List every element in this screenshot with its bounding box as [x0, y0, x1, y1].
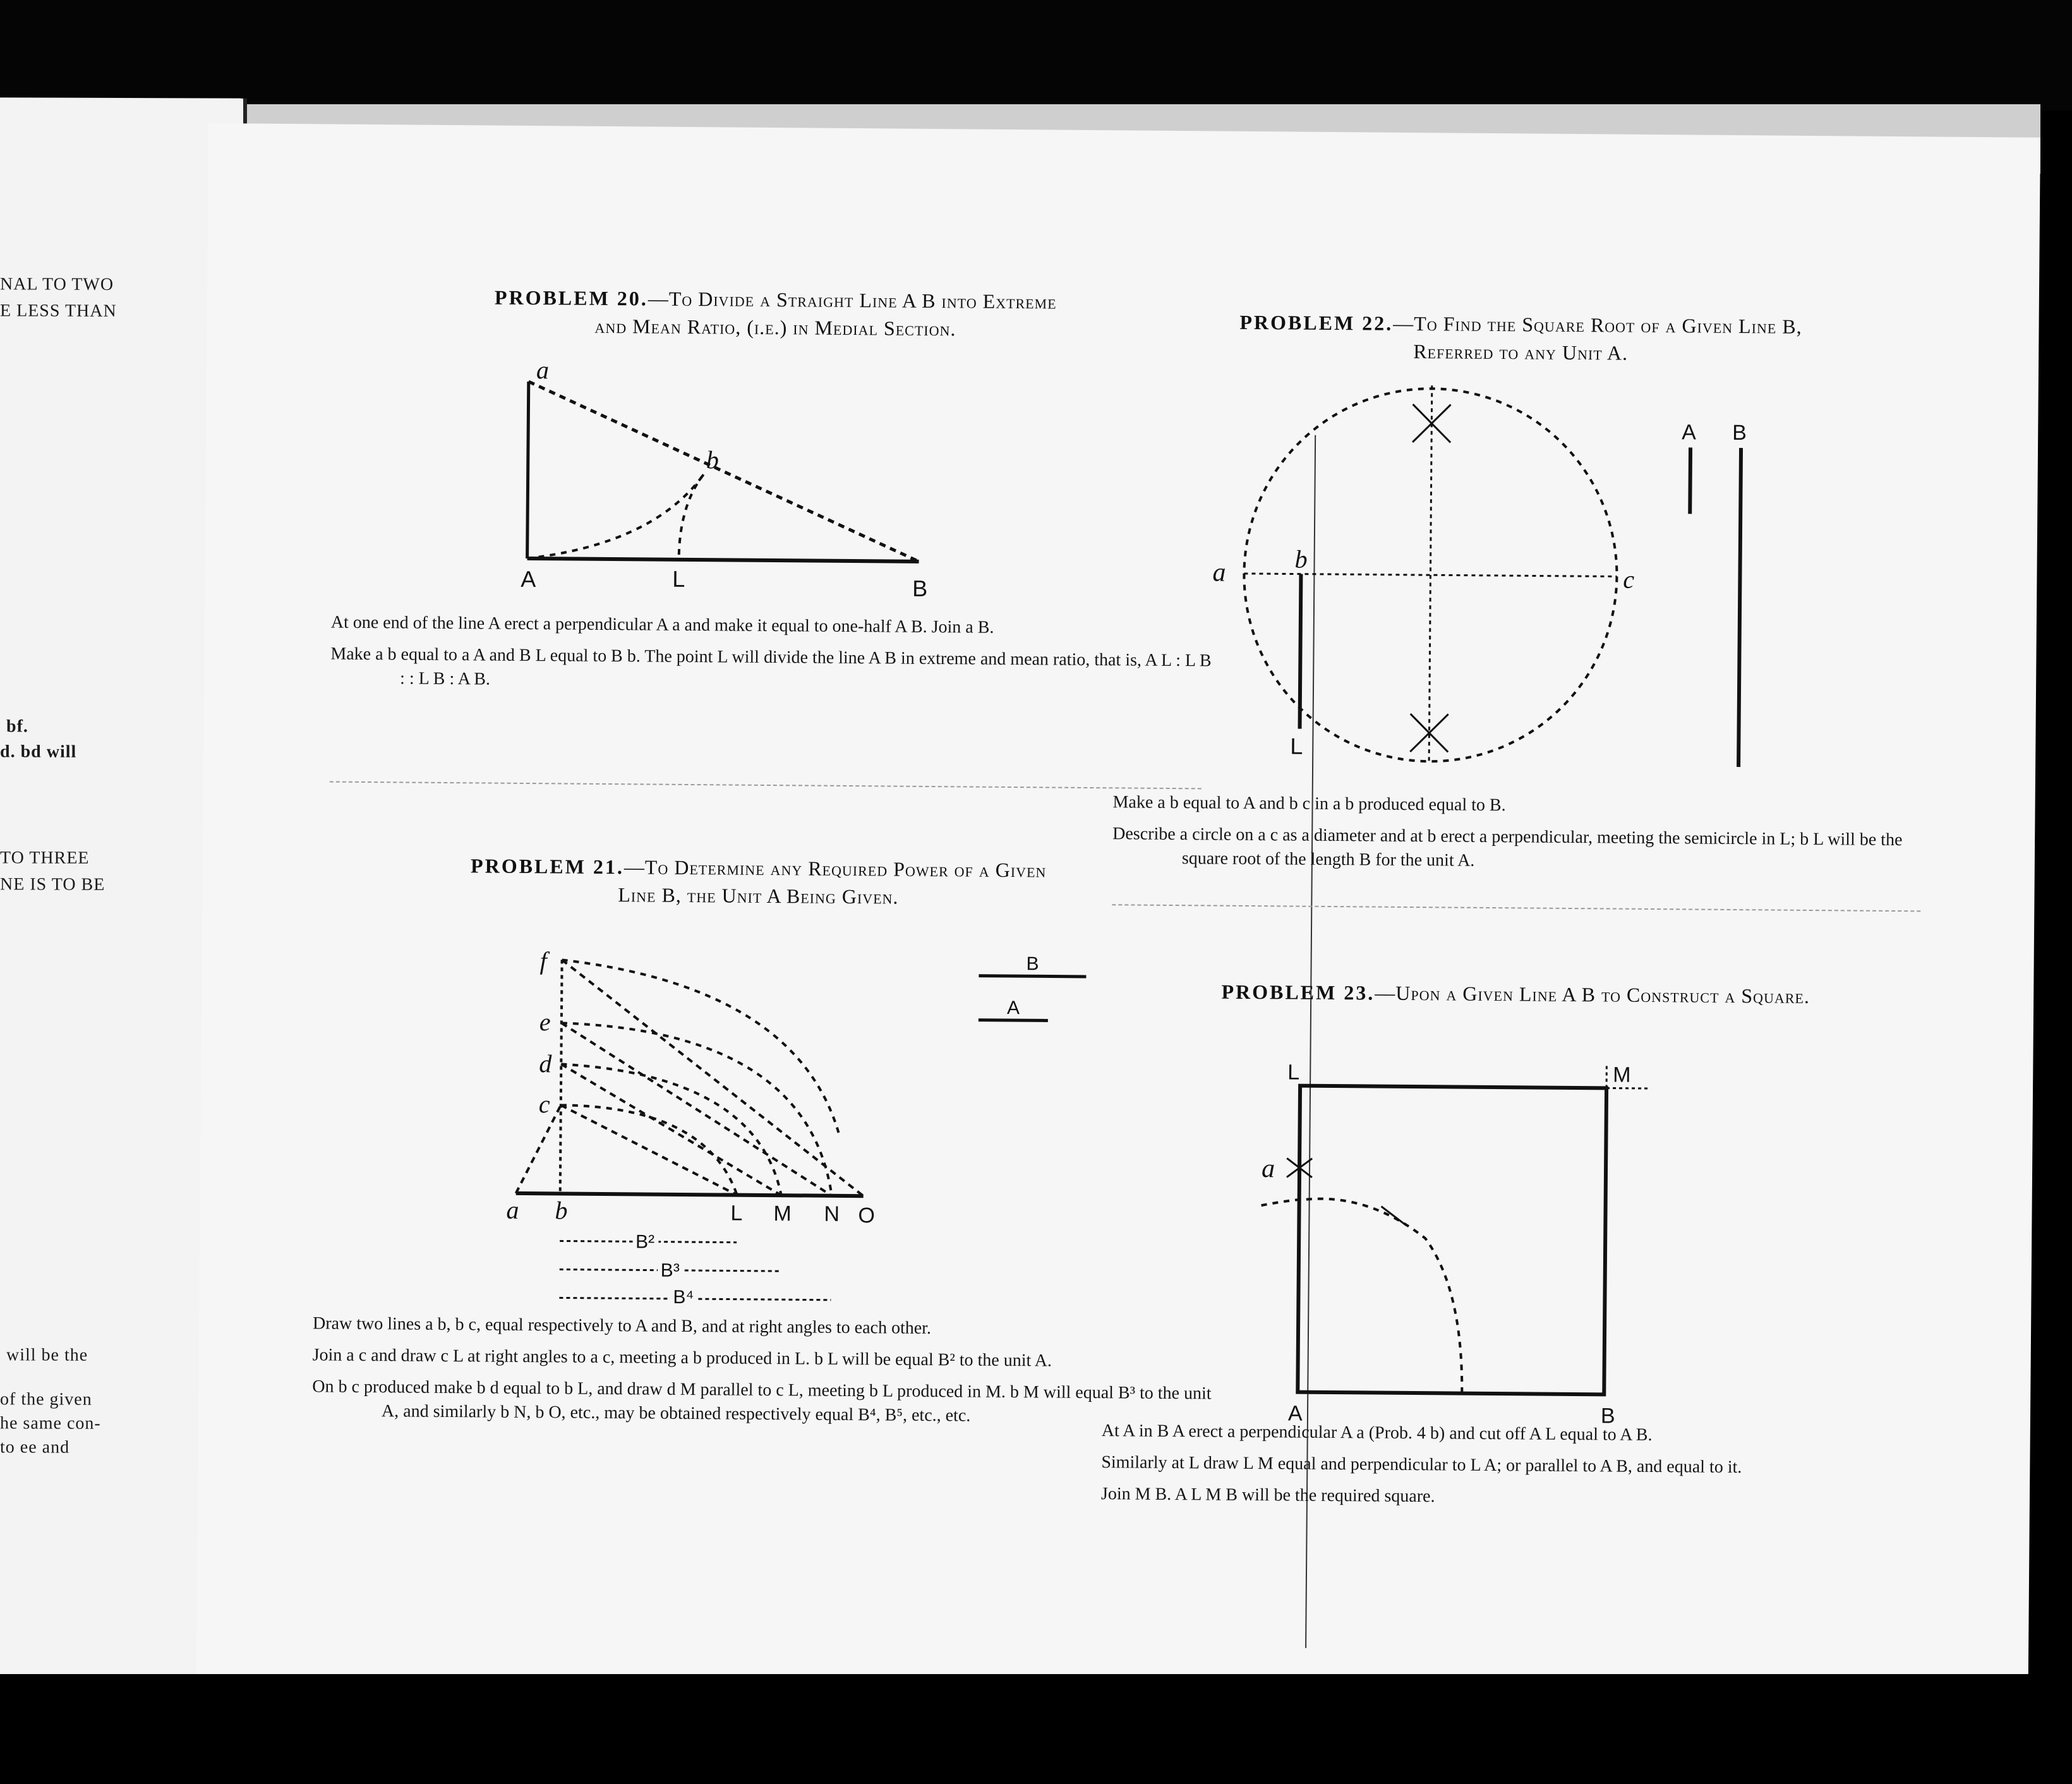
label-L: L [672, 565, 685, 592]
problem-23-text [1101, 1419, 1923, 1520]
label-L: L [1290, 733, 1303, 759]
label-B: B [1600, 1404, 1615, 1428]
paragraph: On b c produced make b d equal to b L, and draw d M parallel to c L, meeting b L produced in M. b M will equal B³ to the unit A, and similarly b N, b O, etc., may be obtained respectively equal B⁴, B⁵, etc., etc. [312, 1377, 1212, 1426]
base-line-AB [527, 558, 919, 562]
scan-background [0, 0, 2072, 111]
problem-23-figure [1222, 1047, 1793, 1431]
paragraph: Make a b equal to a A and B L equal to B b. The point L will divide the line A B in extreme and mean ratio, that is, A L : L B : : L B : A B. [330, 644, 1212, 689]
problem-20-figure [489, 356, 1148, 630]
label-N: N [824, 1202, 840, 1226]
given-label-B: B [1026, 953, 1039, 975]
left-fragment: will be the [6, 1345, 88, 1365]
perpendicular-line-Aa [527, 382, 529, 558]
heading-subtitle: Referred to any Unit A. [1413, 339, 1629, 365]
right-page [196, 123, 2040, 1692]
arc-ab [527, 473, 704, 560]
given-line-A [979, 1020, 1048, 1021]
problem-21-text [312, 1311, 1229, 1437]
problem-number: PROBLEM 22. [1239, 310, 1394, 335]
problem-23-heading [1111, 977, 1920, 1011]
paragraph: Make a b equal to A and b c in a b produced equal to B. [1112, 792, 1506, 816]
left-fragment: he same con- [0, 1413, 101, 1433]
left-fragment: NE IS TO BE [0, 874, 105, 895]
heading-title: —Upon a Given Line A B to Construct a Square. [1375, 981, 1810, 1008]
label-a: a [536, 356, 550, 385]
left-fragment: NAL TO TWO [0, 274, 114, 294]
heading-title: —To Find the Square Root of a Given Line B, [1393, 311, 1802, 338]
heading-title: —To Divide a Straight Line A B into Extreme [648, 287, 1057, 313]
left-fragment: to ee and [0, 1437, 70, 1457]
vertical-line-bf [560, 960, 562, 1193]
label-a: a [506, 1195, 519, 1224]
given-line-B [1738, 448, 1741, 767]
scan-bottom-margin [0, 1674, 2072, 1784]
given-label-A: A [1682, 420, 1697, 445]
label-b: b [706, 445, 720, 474]
paragraph: Draw two lines a b, b c, equal respectively to A and B, and at right angles to each other. [312, 1313, 932, 1339]
problem-22-text [1112, 790, 1928, 884]
heading-subtitle: and Mean Ratio, (i.e.) in Medial Section. [594, 314, 956, 341]
given-label-A: A [1006, 997, 1020, 1019]
line-dM [560, 1064, 783, 1195]
dim-label-B2: B² [635, 1231, 655, 1253]
paragraph: At A in B A erect a perpendicular A a (Prob. 4 b) and cut off A L equal to A B. [1101, 1421, 1653, 1445]
label-L: L [1287, 1060, 1300, 1085]
left-fragment: TO THREE [0, 848, 90, 868]
label-M: M [773, 1202, 792, 1226]
left-fragment: of the given [0, 1389, 92, 1409]
label-O: O [858, 1203, 876, 1228]
line-cL [560, 1105, 738, 1195]
dim-label-B4: B⁴ [673, 1286, 694, 1308]
arc-cL [560, 1105, 738, 1195]
arc-bL [679, 474, 704, 560]
dim-line-B4 [559, 1298, 831, 1299]
problem-22-figure [1212, 384, 1811, 780]
hypotenuse-aB [527, 382, 920, 562]
heading-subtitle: Line B, the Unit A Being Given. [618, 883, 899, 908]
left-fragment: bf. [6, 716, 28, 737]
paragraph: Describe a circle on a c as a diameter and at b erect a perpendicular, meeting the semicircle in L; b L will be the square root of the length B for the unit A. [1112, 824, 1903, 871]
perpendicular-bL [1300, 574, 1301, 729]
label-a: a [1261, 1154, 1275, 1184]
section-separator [330, 781, 1202, 790]
label-A: A [1287, 1401, 1303, 1426]
problem-21-heading [316, 850, 1201, 913]
square-ALMB [1298, 1086, 1606, 1395]
paragraph: At one end of the line A erect a perpendicular A a and make it equal to one-half A B. Join a B. [330, 612, 994, 637]
problem-22-heading [1116, 307, 1925, 369]
construction-arc [1260, 1198, 1463, 1394]
label-f: f [539, 946, 547, 975]
label-B: B [912, 575, 928, 601]
paragraph: Similarly at L draw L M equal and perpendicular to L A; or parallel to A B, and equal to it. [1101, 1452, 1742, 1478]
line-fO [560, 960, 865, 1196]
problem-number: PROBLEM 20. [494, 286, 648, 310]
problem-20-text [330, 611, 1215, 705]
left-fragment: d. bd will [0, 742, 77, 762]
label-c: c [538, 1090, 550, 1119]
label-d: d [539, 1049, 552, 1078]
label-L: L [730, 1201, 743, 1226]
label-e: e [539, 1008, 551, 1037]
left-fragment: E LESS THAN [0, 301, 117, 321]
given-label-B: B [1732, 420, 1747, 445]
problem-21-figure [452, 946, 1149, 1306]
paragraph: Join M B. A L M B will be the required square. [1100, 1484, 1435, 1507]
paragraph: Join a c and draw c L at right angles to a c, meeting a b produced in L. b L will be equal B² to the unit A. [312, 1345, 1052, 1371]
label-a: a [1212, 558, 1226, 588]
base-line-aO [516, 1193, 864, 1196]
given-line-B [979, 976, 1086, 977]
label-c: c [1623, 565, 1635, 594]
problem-number: PROBLEM 23. [1221, 980, 1375, 1004]
dim-label-B3: B³ [660, 1260, 680, 1281]
arc-mark-right [1381, 1207, 1406, 1226]
label-b: b [555, 1196, 568, 1225]
line-eN [560, 1023, 833, 1195]
label-M: M [1613, 1063, 1631, 1087]
heading-title: —To Determine any Required Power of a Given [623, 855, 1047, 882]
section-separator [1112, 904, 1920, 912]
problem-number: PROBLEM 21. [470, 854, 625, 879]
label-b: b [1294, 545, 1308, 574]
problem-20-heading [333, 282, 1218, 345]
label-A: A [521, 565, 536, 593]
